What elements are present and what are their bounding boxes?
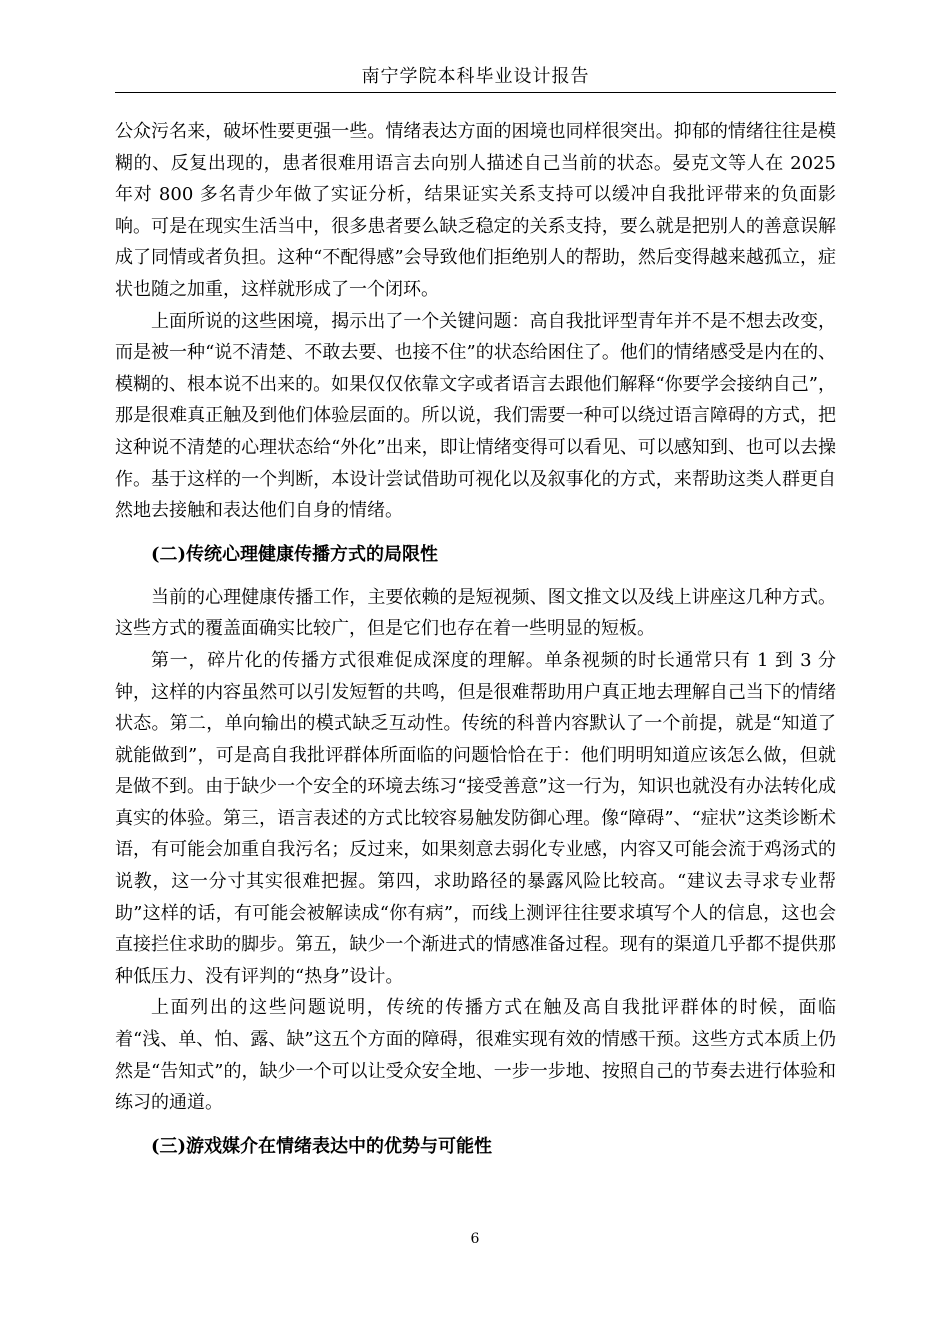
body-paragraph: 上面所说的这些困境，揭示出了一个关键问题：高自我批评型青年并不是不想去改变，而是被一种“说不清楚、不敢去要、也接不住”的状态给困住了。他们的情绪感受是内在的、模糊的、根本说不出来的。如果仅仅依靠文字或者语言去跟他们解释“你要学会接纳自己”，那是很难真正触及到他们体验层面的。所以说，我们需要一种可以绕过语言障碍的方式，把这种说不清楚的心理状态给“外化”出来，即让情绪变得可以看见、可以感知到、也可以去操作。基于这样的一个判断，本设计尝试借助可视化以及叙事化的方式，来帮助这类人群更自然地去接触和表达他们自身的情绪。 <box>115 310 836 522</box>
body-paragraph: 当前的心理健康传播工作，主要依赖的是短视频、图文推文以及线上讲座这几种方式。这些方式的覆盖面确实比较广，但是它们也存在着一些明显的短板。 <box>115 586 836 640</box>
section-heading: (三)游戏媒介在情绪表达中的优势与可能性 <box>151 1135 493 1157</box>
body-paragraph: 上面列出的这些问题说明，传统的传播方式在触及高自我批评群体的时候，面临着“浅、单、怕、露、缺”这五个方面的障碍，很难实现有效的情感干预。这些方式本质上仍然是“告知式”的，缺少一个可以让受众安全地、一步一步地、按照自己的节奏去进行体验和练习的通道。 <box>115 997 836 1114</box>
page-number: 6 <box>470 1231 480 1247</box>
section-heading: (二)传统心理健康传播方式的局限性 <box>151 543 439 565</box>
body-paragraph: 公众污名来，破坏性要更强一些。情绪表达方面的困境也同样很突出。抑郁的情绪往往是模糊的、反复出现的，患者很难用语言去向别人描述自己当前的状态。晏克文等人在 2025 年对 800 多名青少年做了实证分析，结果证实关系支持可以缓冲自我批评带来的负面影响。可是在现实生活当中，很多患者要么缺乏稳定的关系支持，要么就是把别人的善意误解成了同情或者负担。这种“不配得感”会导致他们拒绝别人的帮助，然后变得越来越孤立，症状也随之加重，这样就形成了一个闭环。 <box>115 121 836 300</box>
page-header: 南宁学院本科毕业设计报告 <box>361 66 590 87</box>
body-paragraph: 第一，碎片化的传播方式很难促成深度的理解。单条视频的时长通常只有 1 到 3 分钟，这样的内容虽然可以引发短暂的共鸣，但是很难帮助用户真正地去理解自己当下的情绪状态。第二，单向输出的模式缺乏互动性。传统的科普内容默认了一个前提，就是“知道了就能做到”，可是高自我批评群体所面临的问题恰恰在于：他们明明知道应该怎么做，但就是做不到。由于缺少一个安全的环境去练习“接受善意”这一行为，知识也就没有办法转化成真实的体验。第三，语言表述的方式比较容易触发防御心理。像“障碍”、“症状”这类诊断术语，有可能会加重自我污名；反过来，如果刻意去弱化专业感，内容又可能会流于鸡汤式的说教，这一分寸其实很难把握。第四，求助路径的暴露风险比较高。“建议去寻求专业帮助”这样的话，有可能会被解读成“你有病”，而线上测评往往要求填写个人的信息，这也会直接拦住求助的脚步。第五，缺少一个渐进式的情感准备过程。现有的渠道几乎都不提供那种低压力、没有评判的“热身”设计。 <box>115 649 836 987</box>
document-body <box>115 116 836 1174</box>
header-divider <box>115 92 836 93</box>
